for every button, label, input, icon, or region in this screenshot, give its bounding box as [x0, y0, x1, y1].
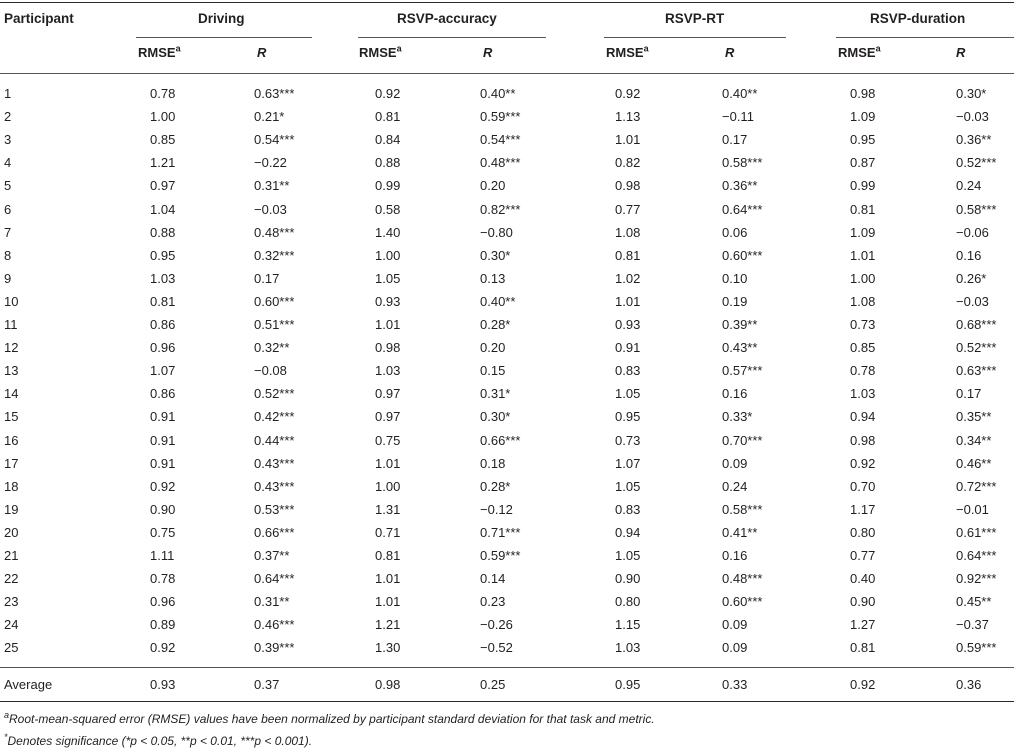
average-rsvp-accuracy-r: 0.25 [480, 677, 506, 692]
average-driving-rmse: 0.93 [150, 677, 176, 692]
cell-rsvp-duration-r: 0.59*** [956, 640, 997, 655]
cell-rsvp-rt-r: 0.16 [722, 386, 748, 401]
cell-driving-rmse: 0.92 [150, 640, 176, 655]
cell-rsvp-accuracy-r: 0.28* [480, 317, 511, 332]
cell-participant: 4 [4, 155, 12, 170]
rmse-header-driving: RMSE$^a$ [138, 43, 181, 60]
cell-rsvp-rt-r: 0.48*** [722, 571, 763, 586]
cell-participant: 11 [4, 317, 18, 332]
cell-rsvp-duration-rmse: 1.09 [850, 225, 876, 240]
cell-rsvp-duration-rmse: 0.81 [850, 202, 876, 217]
cell-driving-rmse: 0.96 [150, 594, 176, 609]
cell-driving-rmse: 0.81 [150, 294, 176, 309]
cell-rsvp-duration-r: 0.58*** [956, 202, 997, 217]
cell-rsvp-duration-r: 0.68*** [956, 317, 997, 332]
cell-rsvp-accuracy-rmse: 1.31 [375, 502, 401, 517]
cell-rsvp-accuracy-r: 0.59*** [480, 109, 521, 124]
cell-driving-rmse: 0.91 [150, 409, 176, 424]
cell-rsvp-rt-rmse: 1.13 [615, 109, 641, 124]
cell-rsvp-accuracy-rmse: 1.00 [375, 479, 401, 494]
cell-participant: 1 [4, 86, 12, 101]
cell-rsvp-rt-r: 0.60*** [722, 594, 763, 609]
cell-rsvp-accuracy-r: 0.23 [480, 594, 506, 609]
cell-driving-r: 0.31** [254, 594, 290, 609]
cell-rsvp-rt-r: 0.43** [722, 340, 758, 355]
cell-participant: 25 [4, 640, 19, 655]
cell-rsvp-accuracy-rmse: 0.88 [375, 155, 401, 170]
cell-driving-r: 0.54*** [254, 132, 295, 147]
cell-participant: 7 [4, 225, 12, 240]
r-header-rsvp-rt: R [725, 45, 735, 60]
cell-rsvp-rt-rmse: 1.07 [615, 456, 641, 471]
average-rsvp-rt-r: 0.33 [722, 677, 748, 692]
cell-rsvp-duration-r: 0.26* [956, 271, 987, 286]
cell-participant: 13 [4, 363, 19, 378]
cell-driving-r: 0.66*** [254, 525, 295, 540]
cell-rsvp-rt-r: 0.58*** [722, 155, 763, 170]
cell-rsvp-rt-rmse: 0.77 [615, 202, 641, 217]
cell-rsvp-duration-r: 0.52*** [956, 340, 997, 355]
cell-rsvp-accuracy-rmse: 1.30 [375, 640, 401, 655]
cell-driving-r: 0.32*** [254, 248, 295, 263]
cell-rsvp-accuracy-rmse: 0.75 [375, 433, 401, 448]
average-rsvp-duration-r: 0.36 [956, 677, 982, 692]
rmse-header-rsvp-duration: RMSE$^a$ [838, 43, 881, 60]
cell-participant: 18 [4, 479, 19, 494]
cell-driving-rmse: 0.78 [150, 571, 176, 586]
cell-driving-r: 0.60*** [254, 294, 295, 309]
cell-driving-rmse: 1.03 [150, 271, 176, 286]
cell-rsvp-duration-r: 0.61*** [956, 525, 997, 540]
cell-rsvp-accuracy-r: 0.48*** [480, 155, 521, 170]
cell-rsvp-duration-r: 0.52*** [956, 155, 997, 170]
cell-participant: 12 [4, 340, 19, 355]
rmse-header-rsvp-accuracy: RMSE$^a$ [359, 43, 402, 60]
cell-rsvp-duration-rmse: 0.85 [850, 340, 876, 355]
cell-rsvp-rt-r: 0.70*** [722, 433, 763, 448]
r-header-rsvp-accuracy: R [483, 45, 493, 60]
cell-rsvp-duration-r: −0.03 [956, 294, 989, 309]
cell-driving-rmse: 0.92 [150, 479, 176, 494]
cell-participant: 14 [4, 386, 19, 401]
cell-driving-r: 0.17 [254, 271, 280, 286]
cell-driving-rmse: 0.97 [150, 178, 176, 193]
cell-rsvp-duration-r: 0.30* [956, 86, 987, 101]
cell-rsvp-duration-rmse: 1.03 [850, 386, 876, 401]
cell-rsvp-rt-r: 0.57*** [722, 363, 763, 378]
cell-participant: 3 [4, 132, 12, 147]
cell-driving-r: 0.39*** [254, 640, 295, 655]
cell-rsvp-duration-rmse: 0.94 [850, 409, 876, 424]
cell-driving-r: 0.63*** [254, 86, 295, 101]
cell-rsvp-duration-r: −0.37 [956, 617, 989, 632]
cell-rsvp-duration-rmse: 0.98 [850, 433, 876, 448]
cell-rsvp-duration-r: 0.63*** [956, 363, 997, 378]
cell-rsvp-duration-r: 0.64*** [956, 548, 997, 563]
footnote-significance: *Denotes significance (*p < 0.05, **p < 0.01, ***p < 0.001). [4, 732, 313, 748]
cell-driving-r: 0.52*** [254, 386, 295, 401]
cell-driving-rmse: 0.96 [150, 340, 176, 355]
cell-driving-r: 0.48*** [254, 225, 295, 240]
cell-driving-rmse: 0.90 [150, 502, 176, 517]
cell-rsvp-accuracy-r: 0.14 [480, 571, 506, 586]
cell-rsvp-duration-r: 0.34** [956, 433, 992, 448]
cell-driving-rmse: 0.78 [150, 86, 176, 101]
cell-participant: 19 [4, 502, 19, 517]
cell-rsvp-duration-rmse: 1.09 [850, 109, 876, 124]
cell-rsvp-duration-r: 0.17 [956, 386, 982, 401]
cell-rsvp-duration-rmse: 0.98 [850, 86, 876, 101]
cell-rsvp-duration-rmse: 1.17 [850, 502, 876, 517]
cell-rsvp-duration-r: 0.16 [956, 248, 982, 263]
cell-rsvp-accuracy-rmse: 1.05 [375, 271, 401, 286]
cell-rsvp-rt-r: −0.11 [722, 109, 754, 124]
cell-rsvp-accuracy-rmse: 0.71 [375, 525, 401, 540]
cell-rsvp-rt-rmse: 0.92 [615, 86, 641, 101]
cell-participant: 9 [4, 271, 12, 286]
average-driving-r: 0.37 [254, 677, 280, 692]
cell-rsvp-accuracy-r: −0.80 [480, 225, 513, 240]
cell-participant: 5 [4, 178, 12, 193]
cell-rsvp-rt-r: 0.58*** [722, 502, 763, 517]
cell-rsvp-rt-rmse: 0.95 [615, 409, 641, 424]
cell-driving-r: 0.37** [254, 548, 290, 563]
cell-participant: 21 [4, 548, 19, 563]
cell-participant: 10 [4, 294, 19, 309]
cell-participant: 15 [4, 409, 19, 424]
cell-rsvp-rt-rmse: 1.08 [615, 225, 641, 240]
cell-rsvp-accuracy-r: 0.30* [480, 409, 511, 424]
cell-rsvp-accuracy-rmse: 1.00 [375, 248, 401, 263]
cell-rsvp-accuracy-r: 0.66*** [480, 433, 521, 448]
cell-driving-rmse: 0.91 [150, 456, 176, 471]
cell-rsvp-duration-rmse: 0.81 [850, 640, 876, 655]
cell-rsvp-accuracy-r: 0.71*** [480, 525, 521, 540]
cell-rsvp-rt-rmse: 1.01 [615, 132, 641, 147]
cell-rsvp-accuracy-rmse: 0.84 [375, 132, 401, 147]
cell-participant: 16 [4, 433, 19, 448]
cell-rsvp-rt-r: 0.09 [722, 456, 748, 471]
cell-driving-rmse: 0.89 [150, 617, 176, 632]
cell-rsvp-rt-rmse: 0.91 [615, 340, 641, 355]
cell-rsvp-rt-r: 0.19 [722, 294, 748, 309]
cell-rsvp-rt-rmse: 1.15 [615, 617, 641, 632]
cell-rsvp-rt-rmse: 0.93 [615, 317, 641, 332]
cell-rsvp-duration-rmse: 0.70 [850, 479, 876, 494]
rmse-header-rsvp-rt: RMSE$^a$ [606, 43, 649, 60]
cell-rsvp-rt-r: 0.39** [722, 317, 758, 332]
cell-rsvp-rt-rmse: 0.81 [615, 248, 641, 263]
r-header-rsvp-duration: R [956, 45, 966, 60]
cell-rsvp-duration-r: −0.06 [956, 225, 989, 240]
cell-rsvp-rt-r: 0.33* [722, 409, 753, 424]
cell-rsvp-rt-r: 0.36** [722, 178, 758, 193]
cell-rsvp-duration-r: 0.72*** [956, 479, 997, 494]
cell-rsvp-accuracy-rmse: 1.01 [375, 594, 401, 609]
cell-rsvp-duration-rmse: 1.01 [850, 248, 876, 263]
cell-rsvp-rt-r: 0.64*** [722, 202, 763, 217]
cell-driving-r: 0.43*** [254, 479, 295, 494]
cell-participant: 23 [4, 594, 19, 609]
cell-rsvp-duration-rmse: 0.73 [850, 317, 876, 332]
cell-rsvp-duration-r: −0.03 [956, 109, 989, 124]
cell-rsvp-rt-rmse: 1.03 [615, 640, 641, 655]
cell-driving-r: 0.53*** [254, 502, 295, 517]
cell-driving-rmse: 1.04 [150, 202, 176, 217]
cell-rsvp-accuracy-r: 0.13 [480, 271, 506, 286]
group-rule-rsvp-duration [836, 37, 1014, 38]
cell-participant: 2 [4, 109, 12, 124]
cell-rsvp-rt-r: 0.09 [722, 640, 748, 655]
table-top-rule [0, 2, 1014, 3]
cell-rsvp-rt-rmse: 0.83 [615, 363, 641, 378]
cell-rsvp-accuracy-rmse: 0.97 [375, 386, 401, 401]
cell-driving-rmse: 1.00 [150, 109, 176, 124]
average-rsvp-accuracy-rmse: 0.98 [375, 677, 401, 692]
cell-rsvp-duration-rmse: 1.08 [850, 294, 876, 309]
footnote-rmse: $^a$Root-mean-squared error (RMSE) values have been normalized by participant standard deviation for that task and metric. [4, 710, 655, 726]
cell-rsvp-duration-rmse: 0.90 [850, 594, 876, 609]
cell-rsvp-accuracy-r: 0.18 [480, 456, 506, 471]
cell-driving-r: 0.31** [254, 178, 290, 193]
cell-rsvp-accuracy-r: 0.30* [480, 248, 511, 263]
cell-participant: 6 [4, 202, 12, 217]
cell-driving-rmse: 0.85 [150, 132, 176, 147]
cell-driving-r: 0.46*** [254, 617, 295, 632]
cell-rsvp-accuracy-r: 0.28* [480, 479, 511, 494]
average-participant: Average [4, 677, 53, 692]
cell-rsvp-accuracy-rmse: 1.40 [375, 225, 401, 240]
cell-rsvp-rt-rmse: 1.05 [615, 386, 641, 401]
cell-rsvp-accuracy-r: 0.40** [480, 86, 516, 101]
cell-rsvp-duration-rmse: 0.78 [850, 363, 876, 378]
cell-rsvp-accuracy-r: 0.20 [480, 340, 506, 355]
cell-rsvp-duration-r: −0.01 [956, 502, 989, 517]
cell-rsvp-rt-r: 0.16 [722, 548, 748, 563]
cell-rsvp-duration-rmse: 0.80 [850, 525, 876, 540]
cell-rsvp-accuracy-r: 0.59*** [480, 548, 521, 563]
cell-rsvp-rt-rmse: 1.02 [615, 271, 641, 286]
cell-participant: 22 [4, 571, 19, 586]
cell-rsvp-accuracy-rmse: 0.99 [375, 178, 401, 193]
cell-rsvp-accuracy-r: 0.40** [480, 294, 516, 309]
group-rule-driving [136, 37, 312, 38]
group-header-driving: Driving [198, 11, 245, 26]
cell-rsvp-duration-rmse: 0.99 [850, 178, 876, 193]
cell-rsvp-rt-r: 0.06 [722, 225, 748, 240]
cell-rsvp-rt-rmse: 1.01 [615, 294, 641, 309]
cell-driving-rmse: 0.86 [150, 386, 176, 401]
cell-rsvp-duration-r: 0.35** [956, 409, 992, 424]
cell-rsvp-accuracy-rmse: 0.81 [375, 548, 401, 563]
cell-rsvp-rt-r: 0.40** [722, 86, 758, 101]
cell-rsvp-rt-rmse: 0.82 [615, 155, 641, 170]
cell-rsvp-accuracy-r: 0.31* [480, 386, 511, 401]
cell-rsvp-duration-rmse: 0.87 [850, 155, 876, 170]
cell-rsvp-accuracy-rmse: 1.03 [375, 363, 401, 378]
participant-header: Participant [4, 11, 74, 26]
cell-rsvp-accuracy-rmse: 0.58 [375, 202, 401, 217]
cell-rsvp-rt-r: 0.09 [722, 617, 748, 632]
cell-rsvp-rt-rmse: 0.90 [615, 571, 641, 586]
group-header-rsvp-accuracy: RSVP-accuracy [397, 11, 497, 26]
cell-rsvp-accuracy-rmse: 0.92 [375, 86, 401, 101]
cell-rsvp-duration-r: 0.36** [956, 132, 992, 147]
average-top-rule [0, 667, 1014, 668]
cell-driving-rmse: 0.86 [150, 317, 176, 332]
cell-driving-r: 0.64*** [254, 571, 295, 586]
cell-rsvp-accuracy-r: −0.26 [480, 617, 513, 632]
cell-driving-rmse: 0.88 [150, 225, 176, 240]
cell-driving-r: −0.22 [254, 155, 287, 170]
cell-rsvp-rt-rmse: 0.94 [615, 525, 641, 540]
group-rule-rsvp-rt [604, 37, 786, 38]
cell-driving-r: 0.43*** [254, 456, 295, 471]
cell-rsvp-rt-rmse: 0.98 [615, 178, 641, 193]
group-rule-rsvp-accuracy [358, 37, 546, 38]
cell-driving-r: 0.44*** [254, 433, 295, 448]
cell-rsvp-rt-r: 0.10 [722, 271, 748, 286]
cell-rsvp-accuracy-r: −0.12 [480, 502, 513, 517]
cell-driving-r: 0.42*** [254, 409, 295, 424]
cell-rsvp-duration-rmse: 1.00 [850, 271, 876, 286]
cell-rsvp-accuracy-rmse: 0.93 [375, 294, 401, 309]
cell-rsvp-accuracy-rmse: 1.01 [375, 571, 401, 586]
cell-rsvp-accuracy-r: 0.54*** [480, 132, 521, 147]
cell-rsvp-duration-rmse: 0.40 [850, 571, 876, 586]
cell-participant: 17 [4, 456, 19, 471]
r-header-driving: R [257, 45, 267, 60]
cell-rsvp-rt-r: 0.60*** [722, 248, 763, 263]
average-rsvp-duration-rmse: 0.92 [850, 677, 876, 692]
cell-rsvp-duration-r: 0.45** [956, 594, 992, 609]
cell-driving-rmse: 1.11 [150, 548, 175, 563]
cell-rsvp-accuracy-rmse: 1.01 [375, 317, 401, 332]
cell-rsvp-duration-rmse: 0.77 [850, 548, 876, 563]
cell-rsvp-accuracy-rmse: 0.81 [375, 109, 401, 124]
header-bottom-rule [0, 73, 1014, 74]
cell-rsvp-rt-rmse: 0.73 [615, 433, 641, 448]
cell-rsvp-accuracy-r: −0.52 [480, 640, 513, 655]
cell-rsvp-rt-rmse: 0.80 [615, 594, 641, 609]
cell-rsvp-accuracy-rmse: 0.98 [375, 340, 401, 355]
cell-driving-r: 0.32** [254, 340, 290, 355]
cell-participant: 8 [4, 248, 12, 263]
cell-rsvp-rt-rmse: 1.05 [615, 479, 641, 494]
cell-rsvp-rt-r: 0.24 [722, 479, 748, 494]
cell-rsvp-accuracy-rmse: 1.01 [375, 456, 401, 471]
table-bottom-rule [0, 701, 1014, 702]
cell-rsvp-duration-r: 0.92*** [956, 571, 997, 586]
group-header-rsvp-rt: RSVP-RT [665, 11, 725, 26]
cell-rsvp-accuracy-r: 0.20 [480, 178, 506, 193]
cell-driving-rmse: 0.91 [150, 433, 176, 448]
cell-rsvp-duration-rmse: 0.95 [850, 132, 876, 147]
cell-rsvp-accuracy-rmse: 1.21 [375, 617, 401, 632]
group-header-rsvp-duration: RSVP-duration [870, 11, 966, 26]
average-rsvp-rt-rmse: 0.95 [615, 677, 641, 692]
cell-rsvp-duration-rmse: 0.92 [850, 456, 876, 471]
cell-driving-rmse: 1.21 [150, 155, 176, 170]
cell-driving-r: 0.21* [254, 109, 285, 124]
cell-rsvp-rt-rmse: 0.83 [615, 502, 641, 517]
cell-driving-r: 0.51*** [254, 317, 295, 332]
cell-driving-r: −0.03 [254, 202, 287, 217]
cell-rsvp-accuracy-rmse: 0.97 [375, 409, 401, 424]
cell-rsvp-rt-r: 0.17 [722, 132, 748, 147]
cell-rsvp-rt-rmse: 1.05 [615, 548, 641, 563]
cell-rsvp-duration-r: 0.24 [956, 178, 982, 193]
cell-rsvp-rt-r: 0.41** [722, 525, 758, 540]
cell-driving-rmse: 0.95 [150, 248, 176, 263]
cell-rsvp-accuracy-r: 0.82*** [480, 202, 521, 217]
cell-rsvp-accuracy-r: 0.15 [480, 363, 506, 378]
cell-rsvp-duration-r: 0.46** [956, 456, 992, 471]
cell-driving-r: −0.08 [254, 363, 287, 378]
cell-participant: 20 [4, 525, 19, 540]
cell-driving-rmse: 0.75 [150, 525, 176, 540]
cell-driving-rmse: 1.07 [150, 363, 176, 378]
cell-participant: 24 [4, 617, 19, 632]
cell-rsvp-duration-rmse: 1.27 [850, 617, 876, 632]
